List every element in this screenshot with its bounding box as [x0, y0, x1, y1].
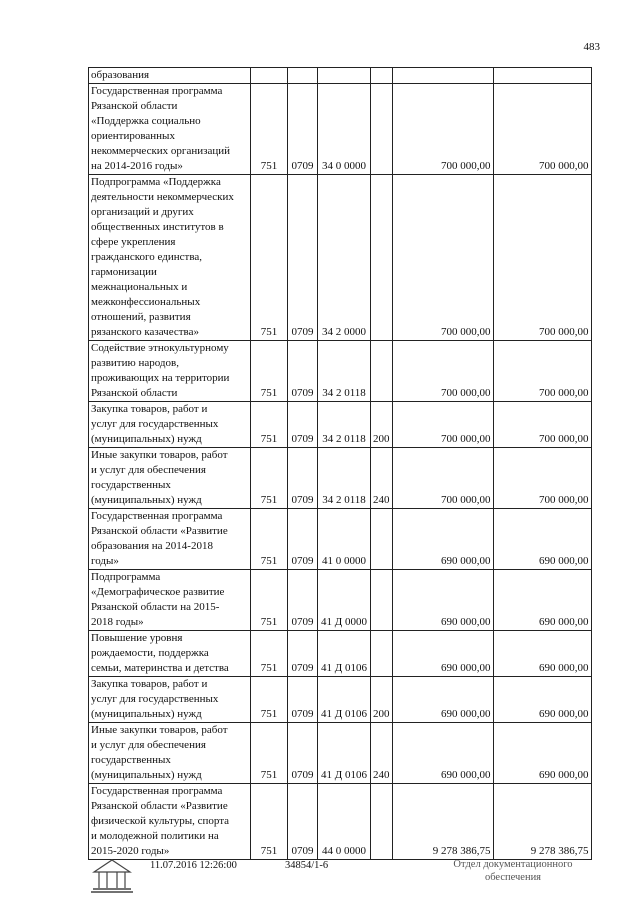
table-row [89, 84, 592, 175]
cell-rzpr: 0709 [288, 723, 318, 784]
cell-ved: 751 [251, 84, 288, 175]
cell-vr: 200 [371, 677, 393, 723]
cell-sum1: 700 000,00 [392, 341, 493, 402]
cell-vr: 240 [371, 723, 393, 784]
cell-sum1: 690 000,00 [392, 570, 493, 631]
cell-sum1: 690 000,00 [392, 723, 493, 784]
page-number: 483 [583, 41, 600, 53]
cell-vr [371, 631, 393, 677]
cell-csr: 44 0 0000 [318, 784, 371, 860]
cell-sum2: 700 000,00 [493, 175, 591, 341]
footer-dept-line2: обеспечения [484, 872, 542, 883]
cell-csr: 41 Д 0106 [318, 631, 371, 677]
cell-vr [371, 509, 393, 570]
cell-sum2: 690 000,00 [493, 509, 591, 570]
cell-rzpr: 0709 [288, 784, 318, 860]
cell-ved: 751 [251, 175, 288, 341]
cell-sum2: 690 000,00 [493, 570, 591, 631]
cell-csr: 34 2 0118 [318, 341, 371, 402]
cell-ved: 751 [251, 509, 288, 570]
cell-csr: 34 2 0118 [318, 448, 371, 509]
cell-rzpr: 0709 [288, 570, 318, 631]
cell-rzpr: 0709 [288, 175, 318, 341]
cell-sum1: 700 000,00 [392, 84, 493, 175]
row-name: Содействие этнокультурному развитию народов, проживающих на территории Рязанской области [89, 341, 251, 402]
footer-department [438, 858, 588, 884]
cell-sum1: 700 000,00 [392, 175, 493, 341]
cell-ved: 751 [251, 341, 288, 402]
table-row [89, 341, 592, 402]
cell-ved: 751 [251, 570, 288, 631]
row-name: Подпрограмма «Демографическое развитие Рязанской области на 2015- 2018 годы» [89, 570, 251, 631]
cell-sum1: 700 000,00 [392, 402, 493, 448]
table-row [89, 784, 592, 860]
cell-csr [318, 68, 371, 84]
table-row [89, 68, 592, 84]
footer-dept-line1: Отдел документационного [453, 859, 573, 870]
row-name: Иные закупки товаров, работ и услуг для обеспечения государственных (муниципальных) нужд [89, 448, 251, 509]
cell-vr [371, 84, 393, 175]
row-name: образования [89, 68, 251, 84]
cell-vr: 200 [371, 402, 393, 448]
cell-ved: 751 [251, 631, 288, 677]
cell-vr [371, 570, 393, 631]
table-row [89, 631, 592, 677]
footer-datetime: 11.07.2016 12:26:00 [150, 860, 237, 871]
cell-ved: 751 [251, 784, 288, 860]
cell-sum2: 690 000,00 [493, 631, 591, 677]
cell-sum2: 700 000,00 [493, 341, 591, 402]
cell-csr: 34 2 0000 [318, 175, 371, 341]
cell-vr [371, 175, 393, 341]
cell-sum1: 700 000,00 [392, 448, 493, 509]
cell-rzpr: 0709 [288, 509, 318, 570]
cell-rzpr: 0709 [288, 341, 318, 402]
cell-csr: 41 Д 0106 [318, 723, 371, 784]
table-row [89, 570, 592, 631]
cell-ved: 751 [251, 448, 288, 509]
row-name: Закупка товаров, работ и услуг для государственных (муниципальных) нужд [89, 677, 251, 723]
cell-vr [371, 341, 393, 402]
cell-vr [371, 784, 393, 860]
cell-csr: 34 0 0000 [318, 84, 371, 175]
cell-sum2: 690 000,00 [493, 723, 591, 784]
cell-sum2: 690 000,00 [493, 677, 591, 723]
cell-sum2: 700 000,00 [493, 84, 591, 175]
table-row [89, 509, 592, 570]
cell-ved [251, 68, 288, 84]
table-row [89, 723, 592, 784]
row-name: Повышение уровня рождаемости, поддержка семьи, материнства и детства [89, 631, 251, 677]
document-footer [0, 858, 640, 898]
row-name: Иные закупки товаров, работ и услуг для обеспечения государственных (муниципальных) нужд [89, 723, 251, 784]
cell-sum2: 700 000,00 [493, 448, 591, 509]
cell-rzpr: 0709 [288, 677, 318, 723]
cell-sum2: 9 278 386,75 [493, 784, 591, 860]
cell-sum1: 690 000,00 [392, 509, 493, 570]
cell-rzpr: 0709 [288, 631, 318, 677]
cell-ved: 751 [251, 402, 288, 448]
cell-ved: 751 [251, 723, 288, 784]
row-name: Государственная программа Рязанской области «Развитие образования на 2014-2018 годы» [89, 509, 251, 570]
row-name: Государственная программа Рязанской области «Поддержка социально ориентированных некоммерческих организаций на 2014-2016 годы» [89, 84, 251, 175]
cell-rzpr [288, 68, 318, 84]
table-row [89, 402, 592, 448]
table-row [89, 175, 592, 341]
cell-sum1: 690 000,00 [392, 677, 493, 723]
cell-ved: 751 [251, 677, 288, 723]
row-name: Закупка товаров, работ и услуг для государственных (муниципальных) нужд [89, 402, 251, 448]
cell-sum2 [493, 68, 591, 84]
table-row [89, 448, 592, 509]
row-name: Государственная программа Рязанской области «Развитие физической культуры, спорта и молодежной политики на 2015-2020 годы» [89, 784, 251, 860]
cell-rzpr: 0709 [288, 402, 318, 448]
cell-vr: 240 [371, 448, 393, 509]
row-name: Подпрограмма «Поддержка деятельности некоммерческих организаций и других общественных институтов в сфере укрепления гражданского единства, гармонизации межнациональных и межконфессиональных отношений, развития рязанского казачества» [89, 175, 251, 341]
cell-sum2: 700 000,00 [493, 402, 591, 448]
cell-vr [371, 68, 393, 84]
cell-csr: 41 0 0000 [318, 509, 371, 570]
building-icon [90, 858, 134, 897]
cell-csr: 41 Д 0000 [318, 570, 371, 631]
cell-rzpr: 0709 [288, 84, 318, 175]
cell-csr: 41 Д 0106 [318, 677, 371, 723]
budget-table [88, 67, 592, 860]
cell-csr: 34 2 0118 [318, 402, 371, 448]
cell-sum1 [392, 68, 493, 84]
cell-rzpr: 0709 [288, 448, 318, 509]
footer-doc-id: 34854/1-6 [285, 860, 329, 871]
cell-sum1: 9 278 386,75 [392, 784, 493, 860]
cell-sum1: 690 000,00 [392, 631, 493, 677]
table-row [89, 677, 592, 723]
